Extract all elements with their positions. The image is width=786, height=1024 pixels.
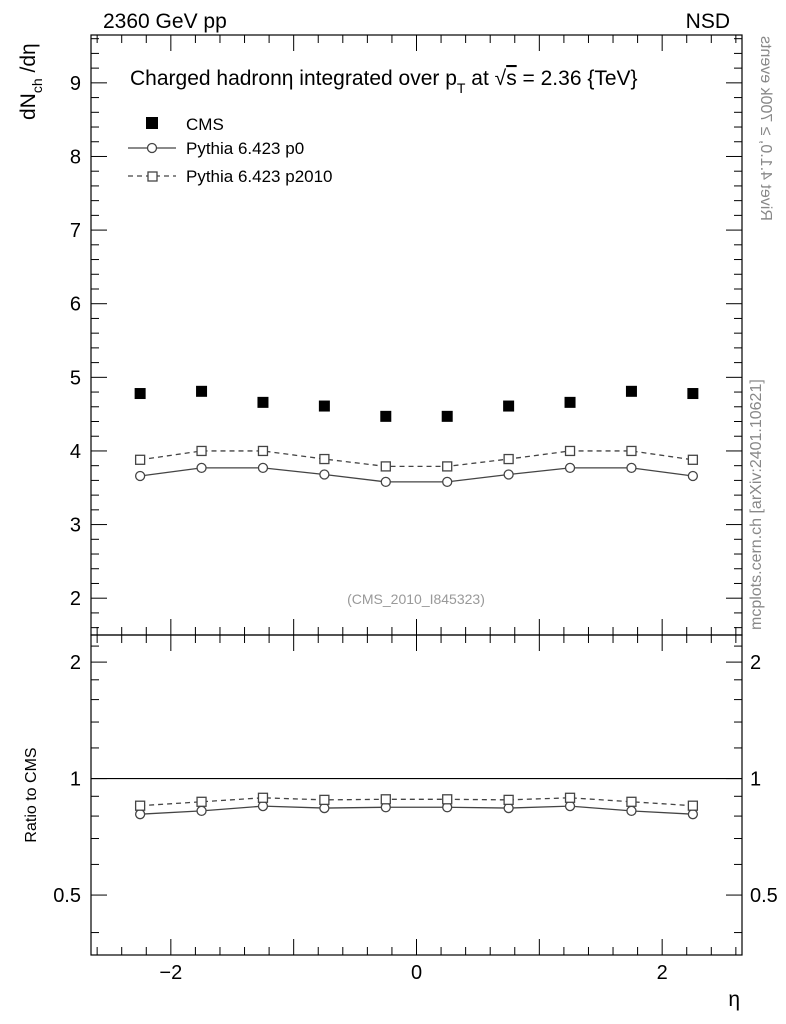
ratio-pythia-p2010-point (197, 797, 206, 806)
process-label: NSD (685, 10, 730, 33)
ratio-tick-label-right: 0.5 (750, 885, 778, 908)
x-axis-label: η (728, 988, 740, 1011)
main-pythia-p0-point (258, 463, 267, 472)
x-tick-label: 0 (410, 962, 423, 984)
main-pythia-p2010-point (627, 446, 636, 455)
legend-marker-cms (146, 117, 158, 129)
ratio-tick-label-left: 1 (69, 768, 81, 791)
x-tick-label: 2 (656, 962, 668, 984)
y-tick-label-main: 9 (69, 72, 81, 95)
main-pythia-p0-point (688, 471, 697, 480)
ratio-tick-label-left: 2 (69, 652, 81, 675)
y-tick-label-main: 6 (69, 293, 81, 316)
y-tick-label-main: 5 (69, 367, 81, 390)
ratio-pythia-p0-point (627, 806, 636, 815)
y-tick-label-main: 8 (69, 146, 81, 169)
ratio-pythia-p2010-point (443, 795, 452, 804)
main-pythia-p0-point (566, 463, 575, 472)
ratio-pythia-p0-point (688, 810, 697, 819)
main-cms-point (319, 401, 330, 412)
main-cms-point (626, 386, 637, 397)
main-pythia-p2010-point (504, 455, 513, 464)
ratio-pythia-p2010-point (504, 795, 513, 804)
plot-title: Charged hadronη integrated over $p_T$ at √s = 2.36 {TeV} (130, 67, 638, 96)
y-axis-label-main: $dN_{ch}$ /dη (17, 43, 45, 120)
ratio-pythia-p0-point (197, 806, 206, 815)
ratio-pythia-p0-point (258, 802, 267, 811)
main-cms-point (565, 397, 576, 408)
main-pythia-p2010-point (688, 455, 697, 464)
ratio-pythia-p0-point (136, 810, 145, 819)
main-pythia-p2010-point (258, 446, 267, 455)
main-cms-point (257, 397, 268, 408)
energy-label: 2360 GeV pp (103, 10, 227, 33)
legend-marker-p0 (148, 144, 157, 153)
ratio-tick-label-left: 0.5 (53, 885, 81, 908)
main-pythia-p0-line (140, 468, 693, 482)
legend-label-p0: Pythia 6.423 p0 (186, 139, 305, 158)
main-cms-point (135, 388, 146, 399)
main-pythia-p2010-point (136, 455, 145, 464)
main-pythia-p2010-point (566, 446, 575, 455)
main-pythia-p0-point (381, 477, 390, 486)
y-tick-label-main: 7 (69, 220, 81, 243)
ratio-pythia-p2010-point (688, 801, 697, 810)
ratio-pythia-p2010-point (627, 797, 636, 806)
main-pythia-p2010-point (381, 462, 390, 471)
main-pythia-p0-point (320, 470, 329, 479)
ratio-pythia-p2010-point (136, 801, 145, 810)
main-series-group (135, 386, 699, 487)
y-tick-label-main: 4 (69, 440, 81, 463)
main-pythia-p2010-point (443, 462, 452, 471)
main-cms-point (503, 401, 514, 412)
legend (128, 115, 333, 186)
main-cms-point (687, 388, 698, 399)
main-pythia-p0-point (197, 463, 206, 472)
x-tick-label: −2 (159, 962, 183, 984)
rivet-label: Rivet 4.1.0, ≥ 700k events (757, 36, 774, 221)
ratio-series-group (136, 793, 698, 818)
main-cms-point (442, 411, 453, 422)
y-tick-label-main: 3 (69, 514, 81, 537)
y-axis-label-ratio: Ratio to CMS (23, 747, 40, 843)
ratio-panel-frame (91, 635, 742, 955)
ratio-pythia-p2010-line (140, 798, 693, 806)
ratio-pythia-p2010-point (258, 793, 267, 802)
ratio-tick-label-right: 2 (750, 652, 762, 675)
ratio-pythia-p2010-point (381, 795, 390, 804)
ratio-pythia-p2010-point (566, 793, 575, 802)
y-tick-label-main: 2 (69, 588, 81, 611)
mcplots-label: mcplots.cern.ch [arXiv:2401.10621] (748, 379, 765, 630)
main-cms-point (196, 386, 207, 397)
ratio-pythia-p0-point (566, 802, 575, 811)
main-pythia-p0-point (443, 477, 452, 486)
analysis-tag: (CMS_2010_I845323) (347, 591, 485, 607)
legend-label-cms: CMS (186, 115, 224, 134)
legend-marker-p2010 (148, 172, 157, 181)
ratio-tick-label-right: 1 (750, 768, 762, 791)
ratio-pythia-p2010-point (320, 795, 329, 804)
main-pythia-p2010-point (197, 446, 206, 455)
main-pythia-p0-point (627, 463, 636, 472)
main-pythia-p2010-point (320, 455, 329, 464)
ratio-pythia-p0-line (140, 806, 693, 814)
main-axis-ticks (70, 39, 742, 628)
main-cms-point (380, 411, 391, 422)
main-pythia-p0-point (504, 470, 513, 479)
legend-label-p2010: Pythia 6.423 p2010 (186, 167, 333, 186)
main-pythia-p0-point (136, 471, 145, 480)
ratio-axis-ticks (53, 646, 778, 932)
main-pythia-p2010-line (140, 451, 693, 466)
